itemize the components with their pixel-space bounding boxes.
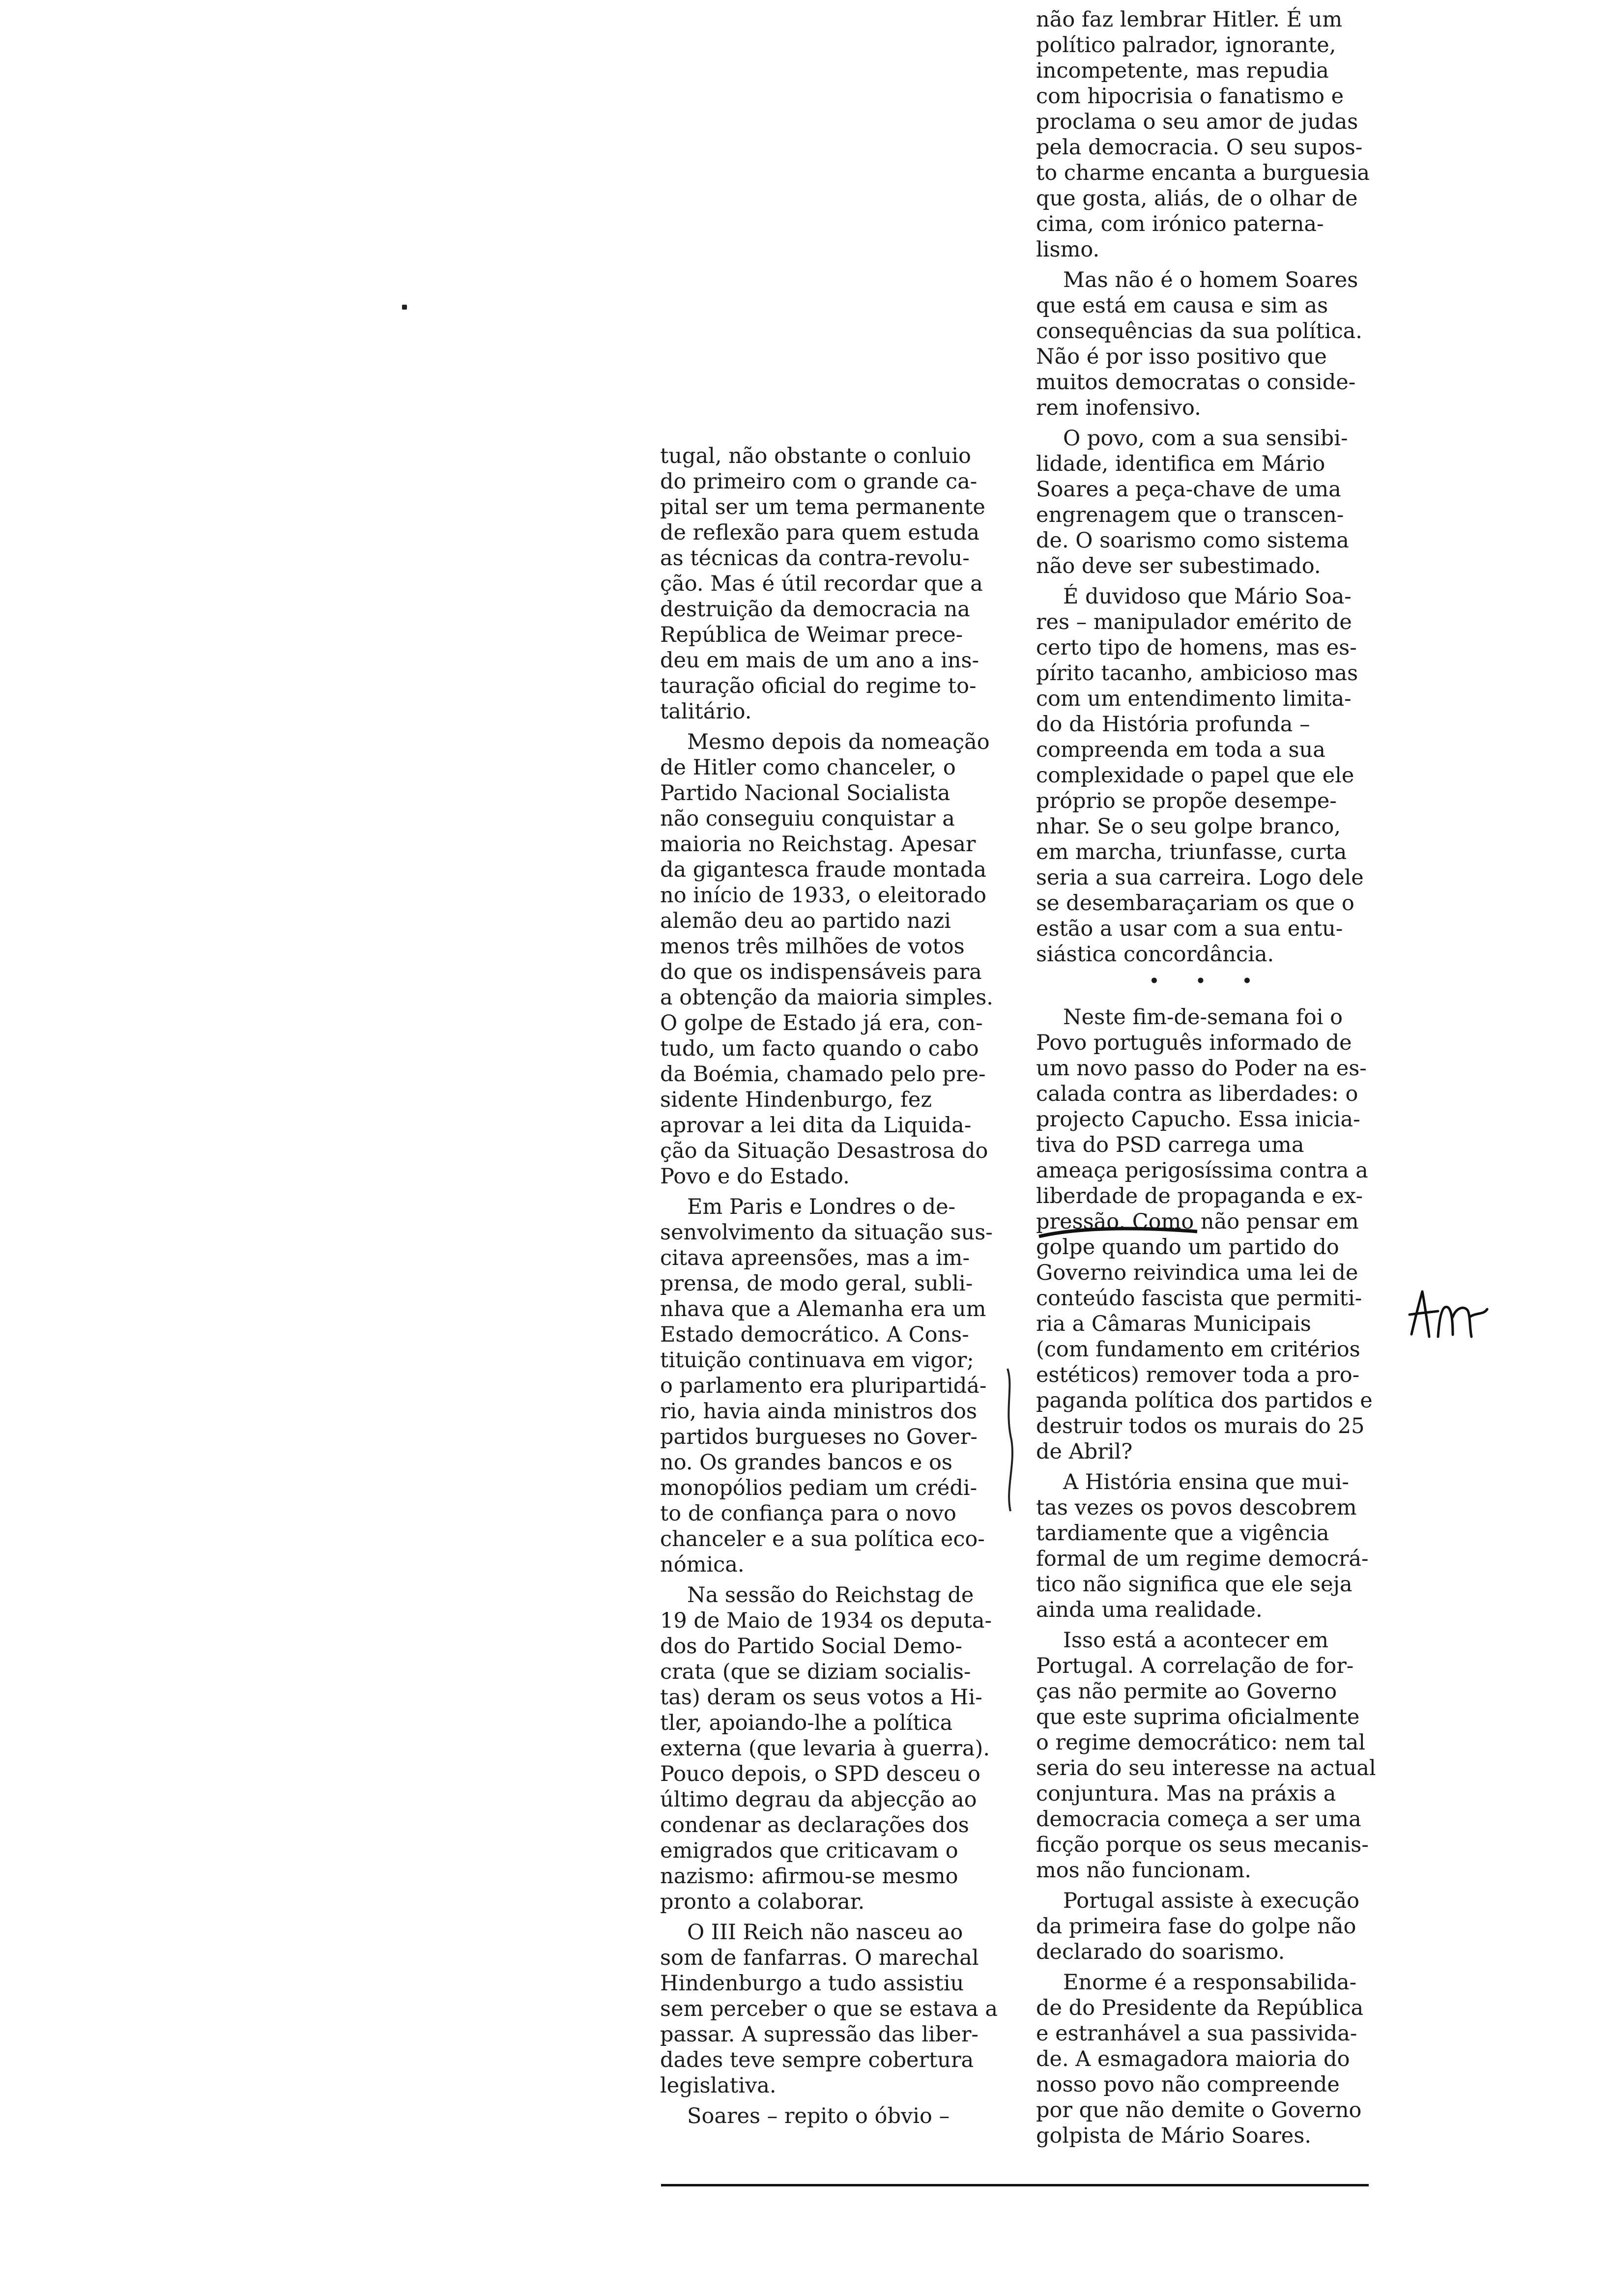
paragraph-line: ameaça perigosíssima contra a xyxy=(1036,1158,1368,1183)
paragraph-line: pírito tacanho, ambicioso mas xyxy=(1036,661,1358,686)
paragraph-line: chanceler e a sua política eco- xyxy=(660,1527,985,1551)
paragraph-line: deu em mais de um ano a ins- xyxy=(660,648,979,673)
paragraph-line: com hipocrisia o fanatismo e xyxy=(1036,84,1344,109)
paragraph-line: sidente Hindenburgo, fez xyxy=(660,1088,932,1112)
paragraph-line: paganda política dos partidos e xyxy=(1036,1388,1373,1413)
paragraph-line: Povo português informado de xyxy=(1036,1031,1352,1055)
paragraph-line: rio, havia ainda ministros dos xyxy=(660,1399,978,1424)
paragraph-line: Povo e do Estado. xyxy=(660,1164,850,1189)
paragraph-line: projecto Capucho. Essa inicia- xyxy=(1036,1107,1360,1132)
margin-bracket-mark xyxy=(1003,1366,1017,1514)
paragraph-line: que gosta, aliás, de o olhar de xyxy=(1036,186,1358,211)
paragraph-line: que está em causa e sim as xyxy=(1036,293,1328,318)
paragraph-line: estão a usar com a sua entu- xyxy=(1036,917,1343,941)
paragraph-line: aprovar a lei dita da Liquida- xyxy=(660,1113,972,1138)
paragraph-line: nhar. Se o seu golpe branco, xyxy=(1036,814,1341,839)
paragraph-line: Soares – repito o óbvio – xyxy=(687,2104,950,2128)
article-paragraph xyxy=(660,443,1007,724)
paragraph-line: externa (que levaria à guerra). xyxy=(660,1736,990,1761)
paragraph-line: de. A esmagadora maioria do xyxy=(1036,2047,1350,2071)
paragraph-line: dos do Partido Social Demo- xyxy=(660,1634,962,1659)
paragraph-line: cima, com irónico paterna- xyxy=(1036,212,1324,236)
paragraph-line: citava apreensões, mas a im- xyxy=(660,1246,970,1270)
paragraph-line: ças não permite ao Governo xyxy=(1036,1679,1337,1704)
paragraph-line: conjuntura. Mas na práxis a xyxy=(1036,1781,1336,1806)
paragraph-line: por que não demite o Governo xyxy=(1036,2098,1362,2123)
paragraph-line: tudo, um facto quando o cabo xyxy=(660,1036,979,1061)
paragraph-line: as técnicas da contra-revolu- xyxy=(660,546,970,571)
paragraph-line: Partido Nacional Socialista xyxy=(660,781,950,805)
paragraph-line: É duvidoso que Mário Soa- xyxy=(1063,584,1352,609)
paragraph-line: Em Paris e Londres o de- xyxy=(687,1195,956,1219)
paragraph-line: to de confiança para o novo xyxy=(660,1501,956,1526)
strike-through-mark xyxy=(1037,1223,1199,1242)
paragraph-line: político palrador, ignorante, xyxy=(1036,33,1336,57)
paragraph-line: ficção porque os seus mecanis- xyxy=(1036,1833,1369,1857)
paragraph-line: alemão deu ao partido nazi xyxy=(660,909,951,933)
paragraph-line: O golpe de Estado já era, con- xyxy=(660,1011,983,1035)
paragraph-line: to charme encanta a burguesia xyxy=(1036,161,1370,185)
paragraph-line: declarado do soarismo. xyxy=(1036,1940,1285,1964)
paragraph-line: nómica. xyxy=(660,1552,745,1577)
paragraph-line: muitos democratas o conside- xyxy=(1036,370,1356,395)
paragraph-line: Mas não é o homem Soares xyxy=(1063,268,1358,292)
paragraph-line: O III Reich não nasceu ao xyxy=(687,1920,963,1945)
paragraph-line: maioria no Reichstag. Apesar xyxy=(660,832,976,857)
paragraph-line: o parlamento era pluripartidá- xyxy=(660,1374,987,1398)
paragraph-line: golpe quando um partido do xyxy=(1036,1235,1339,1260)
article-paragraph xyxy=(660,1194,1007,1578)
paragraph-line: dades teve sempre cobertura xyxy=(660,2048,974,2072)
paragraph-line: tituição continuava em vigor; xyxy=(660,1348,974,1373)
paragraph-line: da primeira fase do golpe não xyxy=(1036,1914,1356,1939)
paragraph-line: no início de 1933, o eleitorado xyxy=(660,883,986,908)
paragraph-line: menos três milhões de votos xyxy=(660,934,965,959)
paragraph-line: nhava que a Alemanha era um xyxy=(660,1297,986,1321)
paragraph-line: compreenda em toda a sua xyxy=(1036,738,1325,762)
paragraph-line: Neste fim-de-semana foi o xyxy=(1063,1005,1343,1030)
paragraph-line: da gigantesca fraude montada xyxy=(660,858,987,882)
paragraph-line: Soares a peça-chave de uma xyxy=(1036,477,1341,502)
paragraph-line: legislativa. xyxy=(660,2073,777,2098)
paragraph-line: Portugal assiste à execução xyxy=(1063,1889,1360,1913)
paragraph-line: de reflexão para quem estuda xyxy=(660,520,979,545)
scan-speck xyxy=(402,305,407,310)
paragraph-line: crata (que se diziam socialis- xyxy=(660,1660,971,1684)
paragraph-line: de Abril? xyxy=(1036,1439,1133,1464)
paragraph-line: Isso está a acontecer em xyxy=(1063,1628,1329,1653)
paragraph-line: pronto a colaborar. xyxy=(660,1890,865,1914)
paragraph-line: conteúdo fascista que permiti- xyxy=(1036,1286,1362,1311)
paragraph-line: o regime democrático: nem tal xyxy=(1036,1730,1366,1755)
paragraph-line: Mesmo depois da nomeação xyxy=(687,730,990,754)
paragraph-line: de Hitler como chanceler, o xyxy=(660,755,956,780)
article-paragraph xyxy=(1036,1628,1380,1883)
paragraph-line: talitário. xyxy=(660,699,752,724)
paragraph-line: Pouco depois, o SPD desceu o xyxy=(660,1762,980,1786)
paragraph-line: destruir todos os murais do 25 xyxy=(1036,1414,1365,1438)
paragraph-line: res – manipulador emérito de xyxy=(1036,610,1352,634)
paragraph-line: tauração oficial do regime to- xyxy=(660,674,977,698)
handwritten-initials-icon xyxy=(1406,1288,1489,1342)
paragraph-line: em marcha, triunfasse, curta xyxy=(1036,840,1347,864)
paragraph-line: ção. Mas é útil recordar que a xyxy=(660,572,983,596)
paragraph-line: incompetente, mas repudia xyxy=(1036,58,1329,83)
paragraph-line: sem perceber o que se estava a xyxy=(660,1997,998,2021)
paragraph-line: liberdade de propaganda e ex- xyxy=(1036,1184,1363,1208)
paragraph-line: de. O soarismo como sistema xyxy=(1036,528,1349,553)
paragraph-line: tiva do PSD carrega uma xyxy=(1036,1133,1304,1157)
paragraph-line: partidos burgueses no Gover- xyxy=(660,1425,978,1449)
paragraph-line: que este suprima oficialmente xyxy=(1036,1705,1360,1729)
paragraph-line: 19 de Maio de 1934 os deputa- xyxy=(660,1608,992,1633)
bottom-rule-divider xyxy=(661,2184,1369,2186)
paragraph-line: se desembaraçariam os que o xyxy=(1036,891,1354,916)
paragraph-line: do primeiro com o grande ca- xyxy=(660,469,978,494)
paragraph-line: certo tipo de homens, mas es- xyxy=(1036,635,1357,660)
paragraph-line: lidade, identifica em Mário xyxy=(1036,452,1325,476)
paragraph-line: formal de um regime democrá- xyxy=(1036,1547,1369,1571)
paragraph-line: engrenagem que o transcen- xyxy=(1036,503,1344,527)
paragraph-line: próprio se propõe desempe- xyxy=(1036,789,1337,813)
paragraph-line: A História ensina que mui- xyxy=(1063,1470,1349,1494)
paragraph-line: não faz lembrar Hitler. É um xyxy=(1036,7,1343,32)
right-column-top-section xyxy=(1036,7,1380,967)
paragraph-line: seria a sua carreira. Logo dele xyxy=(1036,865,1364,890)
article-paragraph xyxy=(660,2103,1007,2129)
paragraph-line: estéticos) remover toda a pro- xyxy=(1036,1363,1360,1387)
paragraph-line: pital ser um tema permanente xyxy=(660,495,985,519)
paragraph-line: passar. A supressão das liber- xyxy=(660,2022,979,2047)
article-paragraph xyxy=(1036,1970,1380,2149)
paragraph-line: tardiamente que a vigência xyxy=(1036,1521,1329,1546)
article-paragraph xyxy=(1036,267,1380,421)
paragraph-line: a obtenção da maioria simples. xyxy=(660,985,993,1010)
article-paragraph xyxy=(1036,7,1380,262)
paragraph-line: Portugal. A correlação de for- xyxy=(1036,1654,1354,1678)
paragraph-line: de do Presidente da República xyxy=(1036,1996,1364,2020)
paragraph-line: do que os indispensáveis para xyxy=(660,960,982,984)
paragraph-line: prensa, de modo geral, subli- xyxy=(660,1271,973,1296)
paragraph-line: tico não significa que ele seja xyxy=(1036,1572,1353,1597)
article-paragraph xyxy=(1036,1469,1380,1623)
paragraph-line: último degrau da abjecção ao xyxy=(660,1787,977,1812)
paragraph-line: calada contra as liberdades: o xyxy=(1036,1082,1358,1106)
paragraph-line: ria a Câmaras Municipais xyxy=(1036,1312,1311,1336)
paragraph-line: som de fanfarras. O marechal xyxy=(660,1946,979,1970)
paragraph-line: tas) deram os seus votos a Hi- xyxy=(660,1685,982,1710)
article-paragraph xyxy=(660,1582,1007,1915)
article-paragraph xyxy=(660,729,1007,1189)
paragraph-line: monopólios pediam um crédi- xyxy=(660,1476,978,1500)
paragraph-line: no. Os grandes bancos e os xyxy=(660,1450,952,1475)
paragraph-line: Governo reivindica uma lei de xyxy=(1036,1261,1358,1285)
article-column-right xyxy=(1036,7,1380,2153)
article-paragraph xyxy=(660,1920,1007,2098)
paragraph-line: com um entendimento limita- xyxy=(1036,687,1352,711)
paragraph-line: um novo passo do Poder na es- xyxy=(1036,1056,1367,1081)
paragraph-line: Enorme é a responsabilida- xyxy=(1063,1970,1357,1995)
paragraph-line: complexidade o papel que ele xyxy=(1036,763,1354,788)
paragraph-line: rem inofensivo. xyxy=(1036,396,1201,420)
paragraph-line: não deve ser subestimado. xyxy=(1036,554,1321,578)
paragraph-line: e estranhável a sua passivida- xyxy=(1036,2021,1357,2046)
paragraph-line: siástica concordância. xyxy=(1036,942,1274,967)
paragraph-line: nosso povo não compreende xyxy=(1036,2072,1340,2097)
article-paragraph xyxy=(1036,1888,1380,1965)
paragraph-line: seria do seu interesse na actual xyxy=(1036,1756,1376,1780)
paragraph-line: pressão. Como não pensar em xyxy=(1036,1209,1359,1234)
paragraph-line: pela democracia. O seu supos- xyxy=(1036,135,1363,160)
paragraph-line: da Boémia, chamado pelo pre- xyxy=(660,1062,986,1087)
paragraph-line: ainda uma realidade. xyxy=(1036,1598,1263,1622)
paragraph-line: Não é por isso positivo que xyxy=(1036,344,1327,369)
paragraph-line: Hindenburgo a tudo assistiu xyxy=(660,1971,964,1996)
paragraph-line: Na sessão do Reichstag de xyxy=(687,1583,974,1607)
paragraph-line: tler, apoiando-lhe a política xyxy=(660,1711,953,1735)
paragraph-line: nazismo: afirmou-se mesmo xyxy=(660,1864,958,1889)
paragraph-line: não conseguiu conquistar a xyxy=(660,806,955,831)
paragraph-line: emigrados que criticavam o xyxy=(660,1838,958,1863)
right-column-bottom-section xyxy=(1036,1004,1380,2149)
paragraph-line: democracia começa a ser uma xyxy=(1036,1807,1361,1832)
paragraph-line: mos não funcionam. xyxy=(1036,1858,1252,1883)
section-separator: • • • xyxy=(1149,970,1267,992)
paragraph-line: condenar as declarações dos xyxy=(660,1813,969,1837)
paragraph-line: senvolvimento da situação sus- xyxy=(660,1220,993,1245)
paragraph-line: golpista de Mário Soares. xyxy=(1036,2124,1311,2148)
paragraph-line: (com fundamento em critérios xyxy=(1036,1337,1360,1362)
paragraph-line: ção da Situação Desastrosa do xyxy=(660,1139,988,1163)
paragraph-line: República de Weimar prece- xyxy=(660,623,963,647)
paragraph-line: consequências da sua política. xyxy=(1036,319,1362,344)
paragraph-line: tas vezes os povos descobrem xyxy=(1036,1495,1357,1520)
paragraph-line: destruição da democracia na xyxy=(660,597,970,622)
paragraph-line: O povo, com a sua sensibi- xyxy=(1063,426,1348,451)
paragraph-line: lismo. xyxy=(1036,237,1100,262)
article-paragraph xyxy=(1036,584,1380,967)
paragraph-line: tugal, não obstante o conluio xyxy=(660,444,971,468)
article-column-left xyxy=(660,443,1007,2134)
article-paragraph xyxy=(1036,426,1380,579)
paragraph-line: proclama o seu amor de judas xyxy=(1036,110,1358,134)
paragraph-line: do da História profunda – xyxy=(1036,712,1310,737)
paragraph-line: Estado democrático. A Cons- xyxy=(660,1322,969,1347)
